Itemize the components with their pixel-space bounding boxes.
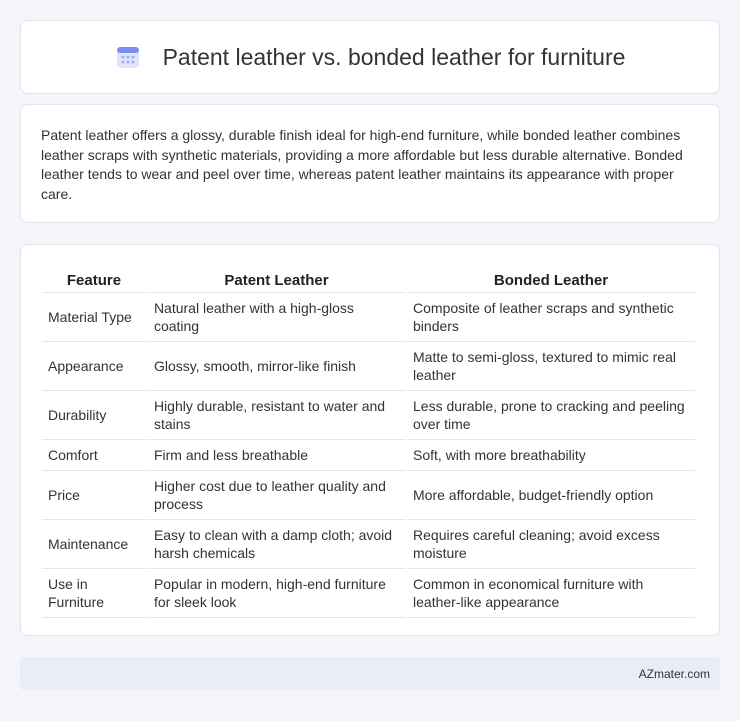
feature-cell: Durability bbox=[42, 391, 146, 440]
header-patent-leather: Patent Leather bbox=[148, 265, 405, 293]
bonded-cell: More affordable, budget-friendly option bbox=[407, 471, 695, 520]
patent-cell: Highly durable, resistant to water and stains bbox=[148, 391, 405, 440]
patent-cell: Firm and less breathable bbox=[148, 440, 405, 471]
feature-cell: Maintenance bbox=[42, 520, 146, 569]
table-row bbox=[42, 520, 695, 569]
table-row bbox=[42, 569, 695, 618]
comparison-card bbox=[20, 244, 720, 636]
bonded-cell: Less durable, prone to cracking and peeling over time bbox=[407, 391, 695, 440]
bonded-cell: Matte to semi-gloss, textured to mimic real leather bbox=[407, 342, 695, 391]
table-row bbox=[42, 293, 695, 342]
patent-cell: Easy to clean with a damp cloth; avoid harsh chemicals bbox=[148, 520, 405, 569]
bonded-cell: Common in economical furniture with leather-like appearance bbox=[407, 569, 695, 618]
feature-cell: Use in Furniture bbox=[42, 569, 146, 618]
table-row bbox=[42, 391, 695, 440]
footer bbox=[20, 657, 720, 690]
table-row bbox=[42, 342, 695, 391]
patent-cell: Higher cost due to leather quality and process bbox=[148, 471, 405, 520]
page-title: Patent leather vs. bonded leather for furniture bbox=[162, 43, 626, 70]
patent-cell: Natural leather with a high-gloss coating bbox=[148, 293, 405, 342]
calendar-icon bbox=[115, 44, 141, 70]
bonded-cell: Soft, with more breathability bbox=[407, 440, 695, 471]
intro-card bbox=[20, 104, 720, 223]
table-row bbox=[42, 440, 695, 471]
feature-cell: Appearance bbox=[42, 342, 146, 391]
intro-text: Patent leather offers a glossy, durable finish ideal for high-end furniture, while bonded leather combines leather scraps with synthetic materials, providing a more affordable but less durable alternative. Bonded leather tends to wear and peel over time, whereas patent leather maintains its appearance with proper care. bbox=[41, 127, 683, 202]
patent-cell: Glossy, smooth, mirror-like finish bbox=[148, 342, 405, 391]
table-header-row bbox=[42, 265, 695, 293]
bonded-cell: Requires careful cleaning; avoid excess moisture bbox=[407, 520, 695, 569]
footer-brand: AZmater.com bbox=[638, 666, 710, 681]
table-row bbox=[42, 471, 695, 520]
bonded-cell: Composite of leather scraps and synthetic binders bbox=[407, 293, 695, 342]
header-bonded-leather: Bonded Leather bbox=[407, 265, 695, 293]
feature-cell: Material Type bbox=[42, 293, 146, 342]
header-feature: Feature bbox=[42, 265, 146, 293]
comparison-table bbox=[40, 265, 697, 618]
feature-cell: Price bbox=[42, 471, 146, 520]
feature-cell: Comfort bbox=[42, 440, 146, 471]
title-card bbox=[20, 20, 720, 94]
patent-cell: Popular in modern, high-end furniture for sleek look bbox=[148, 569, 405, 618]
